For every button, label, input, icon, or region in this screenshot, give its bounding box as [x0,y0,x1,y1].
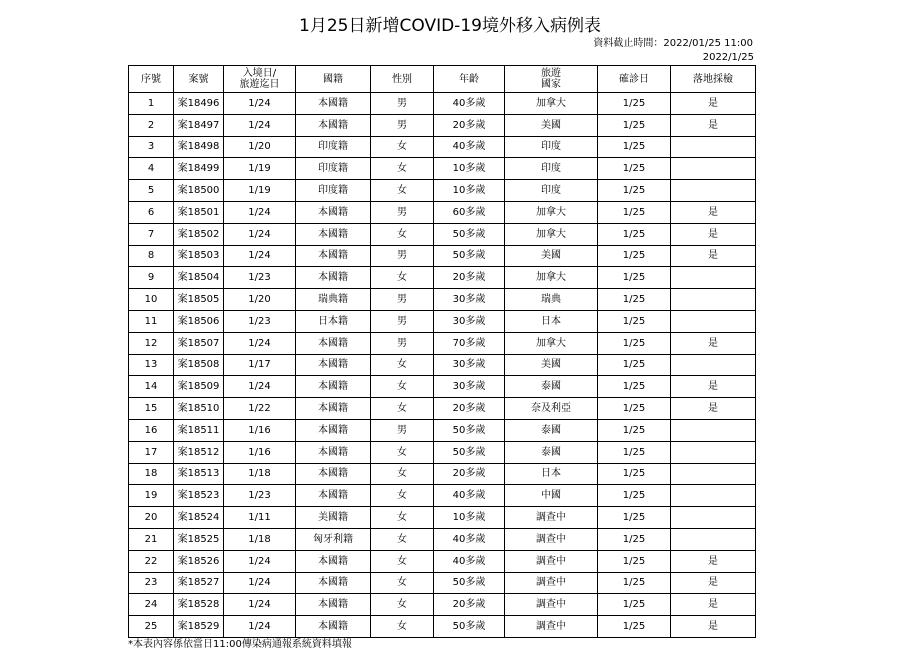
table-row [129,594,756,616]
cell-seq: 19 [129,485,174,507]
cell-entry-date: 1/23 [224,267,296,289]
cell-confirm-date: 1/25 [598,441,671,463]
header-landing-test: 落地採檢 [671,66,756,93]
cell-nationality: 美國籍 [296,507,371,529]
cell-case-id: 案18501 [174,201,224,223]
cell-travel-country: 印度 [505,136,598,158]
cell-entry-date: 1/24 [224,223,296,245]
cell-age: 50多歲 [434,616,505,638]
cell-seq: 17 [129,441,174,463]
header-nationality: 國籍 [296,66,371,93]
cell-landing-test [671,136,756,158]
cell-gender: 女 [371,158,434,180]
cell-travel-country: 加拿大 [505,267,598,289]
cell-case-id: 案18510 [174,398,224,420]
cell-seq: 5 [129,180,174,202]
cell-entry-date: 1/18 [224,463,296,485]
header-gender: 性別 [371,66,434,93]
cell-seq: 11 [129,310,174,332]
table-row [129,93,756,115]
cell-gender: 女 [371,441,434,463]
cell-travel-country: 加拿大 [505,223,598,245]
cell-entry-date: 1/11 [224,507,296,529]
cell-landing-test: 是 [671,550,756,572]
cell-nationality: 本國籍 [296,93,371,115]
table-row [129,419,756,441]
cell-gender: 女 [371,616,434,638]
cell-confirm-date: 1/25 [598,114,671,136]
cell-case-id: 案18497 [174,114,224,136]
cell-seq: 12 [129,332,174,354]
cell-travel-country: 加拿大 [505,201,598,223]
header-travel-country-line1: 旅遊 [541,68,561,79]
cell-travel-country: 調查中 [505,572,598,594]
cell-nationality: 瑞典籍 [296,289,371,311]
cell-landing-test: 是 [671,572,756,594]
table-row [129,376,756,398]
cell-gender: 男 [371,419,434,441]
cell-gender: 男 [371,245,434,267]
cell-nationality: 印度籍 [296,158,371,180]
cell-travel-country: 調查中 [505,507,598,529]
table-row [129,158,756,180]
cell-landing-test: 是 [671,93,756,115]
cell-case-id: 案18527 [174,572,224,594]
cell-age: 40多歲 [434,485,505,507]
cell-nationality: 本國籍 [296,354,371,376]
cell-entry-date: 1/24 [224,550,296,572]
cell-seq: 23 [129,572,174,594]
cell-travel-country: 調查中 [505,594,598,616]
cell-entry-date: 1/24 [224,594,296,616]
cell-landing-test: 是 [671,398,756,420]
cell-nationality: 日本籍 [296,310,371,332]
cell-confirm-date: 1/25 [598,550,671,572]
cell-confirm-date: 1/25 [598,223,671,245]
cell-entry-date: 1/24 [224,114,296,136]
cell-age: 50多歲 [434,245,505,267]
cell-nationality: 本國籍 [296,245,371,267]
cell-travel-country: 調查中 [505,550,598,572]
cell-landing-test [671,267,756,289]
table-row [129,354,756,376]
cell-age: 50多歲 [434,572,505,594]
cell-seq: 8 [129,245,174,267]
cell-travel-country: 中國 [505,485,598,507]
cell-gender: 女 [371,267,434,289]
cell-case-id: 案18528 [174,594,224,616]
cell-nationality: 本國籍 [296,419,371,441]
cell-age: 70多歲 [434,332,505,354]
cell-case-id: 案18523 [174,485,224,507]
cell-age: 10多歲 [434,180,505,202]
cell-travel-country: 日本 [505,310,598,332]
cell-case-id: 案18529 [174,616,224,638]
cell-entry-date: 1/20 [224,289,296,311]
cell-landing-test: 是 [671,223,756,245]
cell-landing-test: 是 [671,332,756,354]
cell-gender: 男 [371,310,434,332]
cell-age: 20多歲 [434,398,505,420]
cell-age: 20多歲 [434,114,505,136]
cell-seq: 2 [129,114,174,136]
cell-gender: 女 [371,180,434,202]
cell-entry-date: 1/23 [224,485,296,507]
cell-age: 30多歲 [434,310,505,332]
cell-travel-country: 泰國 [505,419,598,441]
cell-gender: 女 [371,485,434,507]
cell-entry-date: 1/24 [224,201,296,223]
cell-age: 50多歲 [434,441,505,463]
cell-confirm-date: 1/25 [598,485,671,507]
cell-confirm-date: 1/25 [598,528,671,550]
cell-age: 20多歲 [434,267,505,289]
cell-nationality: 本國籍 [296,223,371,245]
cell-case-id: 案18504 [174,267,224,289]
cell-gender: 女 [371,528,434,550]
cell-travel-country: 瑞典 [505,289,598,311]
cell-gender: 女 [371,354,434,376]
cell-case-id: 案18512 [174,441,224,463]
cell-landing-test [671,180,756,202]
cell-entry-date: 1/24 [224,376,296,398]
cell-confirm-date: 1/25 [598,419,671,441]
cell-travel-country: 美國 [505,354,598,376]
cell-seq: 21 [129,528,174,550]
cell-confirm-date: 1/25 [598,594,671,616]
cell-seq: 1 [129,93,174,115]
cell-travel-country: 印度 [505,180,598,202]
cell-age: 50多歲 [434,419,505,441]
cell-case-id: 案18503 [174,245,224,267]
table-row [129,441,756,463]
header-entry-date [224,66,296,93]
cell-entry-date: 1/16 [224,441,296,463]
cell-confirm-date: 1/25 [598,376,671,398]
cell-case-id: 案18505 [174,289,224,311]
cell-case-id: 案18525 [174,528,224,550]
cell-age: 40多歲 [434,136,505,158]
cell-landing-test [671,289,756,311]
table-row [129,267,756,289]
cell-confirm-date: 1/25 [598,572,671,594]
cell-gender: 男 [371,93,434,115]
table-row [129,332,756,354]
cell-gender: 女 [371,572,434,594]
cell-age: 40多歲 [434,93,505,115]
cell-travel-country: 美國 [505,245,598,267]
table-row [129,180,756,202]
cell-landing-test [671,507,756,529]
cell-nationality: 本國籍 [296,550,371,572]
cell-entry-date: 1/17 [224,354,296,376]
cell-gender: 男 [371,114,434,136]
cell-entry-date: 1/22 [224,398,296,420]
cell-nationality: 印度籍 [296,180,371,202]
table-row [129,528,756,550]
cell-entry-date: 1/24 [224,93,296,115]
cell-confirm-date: 1/25 [598,616,671,638]
report-date: 2022/1/25 [702,52,754,63]
data-cutoff-time: 資料截止時間：2022/01/25 11:00 [593,38,753,49]
cell-seq: 3 [129,136,174,158]
header-age: 年齡 [434,66,505,93]
cell-age: 10多歲 [434,158,505,180]
cell-confirm-date: 1/25 [598,289,671,311]
table-row [129,223,756,245]
cell-landing-test [671,463,756,485]
cell-travel-country: 泰國 [505,376,598,398]
cell-nationality: 本國籍 [296,485,371,507]
table-row [129,114,756,136]
cell-case-id: 案18526 [174,550,224,572]
cell-travel-country: 泰國 [505,441,598,463]
cell-seq: 22 [129,550,174,572]
cell-case-id: 案18502 [174,223,224,245]
cell-confirm-date: 1/25 [598,158,671,180]
cell-age: 40多歲 [434,550,505,572]
cell-landing-test: 是 [671,114,756,136]
cell-confirm-date: 1/25 [598,354,671,376]
cell-gender: 男 [371,289,434,311]
cell-nationality: 本國籍 [296,201,371,223]
table-header-row [129,66,756,93]
cell-confirm-date: 1/25 [598,332,671,354]
header-travel-country-line2: 國家 [541,79,561,90]
cell-gender: 女 [371,550,434,572]
cell-travel-country: 日本 [505,463,598,485]
cell-confirm-date: 1/25 [598,201,671,223]
cell-age: 20多歲 [434,463,505,485]
cell-gender: 女 [371,398,434,420]
cell-age: 10多歲 [434,507,505,529]
cell-confirm-date: 1/25 [598,398,671,420]
header-entry-date-line1: 入境日/ [242,68,277,79]
cell-travel-country: 調查中 [505,528,598,550]
cell-age: 30多歲 [434,376,505,398]
cell-gender: 女 [371,136,434,158]
cell-seq: 25 [129,616,174,638]
cell-travel-country: 加拿大 [505,93,598,115]
cell-landing-test: 是 [671,376,756,398]
table-row [129,136,756,158]
table-row [129,289,756,311]
cell-entry-date: 1/18 [224,528,296,550]
cell-nationality: 本國籍 [296,594,371,616]
cell-landing-test [671,528,756,550]
cell-confirm-date: 1/25 [598,267,671,289]
cell-travel-country: 調查中 [505,616,598,638]
table-row [129,201,756,223]
cell-entry-date: 1/24 [224,616,296,638]
cell-landing-test: 是 [671,201,756,223]
page-title: 1月25日新增COVID-19境外移入病例表 [299,16,601,36]
cell-seq: 10 [129,289,174,311]
table-row [129,507,756,529]
cell-nationality: 本國籍 [296,332,371,354]
table-row [129,550,756,572]
cell-nationality: 本國籍 [296,463,371,485]
cell-landing-test [671,310,756,332]
cell-nationality: 本國籍 [296,114,371,136]
cell-seq: 14 [129,376,174,398]
cell-landing-test [671,158,756,180]
cell-gender: 女 [371,223,434,245]
case-table-body [129,93,756,638]
cell-case-id: 案18506 [174,310,224,332]
cell-landing-test [671,419,756,441]
cell-case-id: 案18524 [174,507,224,529]
cell-travel-country: 印度 [505,158,598,180]
cell-gender: 女 [371,594,434,616]
header-seq: 序號 [129,66,174,93]
cell-travel-country: 美國 [505,114,598,136]
cell-confirm-date: 1/25 [598,180,671,202]
cell-gender: 女 [371,376,434,398]
cell-entry-date: 1/23 [224,310,296,332]
cell-gender: 女 [371,463,434,485]
header-case: 案號 [174,66,224,93]
cell-confirm-date: 1/25 [598,245,671,267]
cell-age: 60多歲 [434,201,505,223]
cell-entry-date: 1/24 [224,245,296,267]
cell-case-id: 案18511 [174,419,224,441]
cell-entry-date: 1/19 [224,158,296,180]
cell-confirm-date: 1/25 [598,310,671,332]
cell-age: 30多歲 [434,354,505,376]
cell-seq: 13 [129,354,174,376]
cell-seq: 9 [129,267,174,289]
cell-nationality: 本國籍 [296,376,371,398]
cell-entry-date: 1/24 [224,332,296,354]
header-entry-date-line2: 旅遊迄日 [239,79,280,90]
cell-seq: 16 [129,419,174,441]
cell-entry-date: 1/16 [224,419,296,441]
cell-confirm-date: 1/25 [598,93,671,115]
cell-nationality: 匈牙利籍 [296,528,371,550]
cell-case-id: 案18496 [174,93,224,115]
cell-entry-date: 1/19 [224,180,296,202]
table-row [129,310,756,332]
cell-landing-test: 是 [671,616,756,638]
cell-landing-test [671,485,756,507]
cell-case-id: 案18509 [174,376,224,398]
table-row [129,463,756,485]
cell-travel-country: 加拿大 [505,332,598,354]
table-row [129,485,756,507]
cell-seq: 4 [129,158,174,180]
cell-age: 20多歲 [434,594,505,616]
header-confirm-date: 確診日 [598,66,671,93]
cell-landing-test [671,441,756,463]
cell-nationality: 本國籍 [296,267,371,289]
cell-seq: 18 [129,463,174,485]
cell-nationality: 本國籍 [296,616,371,638]
header-travel-country [505,66,598,93]
cell-nationality: 印度籍 [296,136,371,158]
cell-landing-test: 是 [671,245,756,267]
cell-entry-date: 1/20 [224,136,296,158]
cell-case-id: 案18513 [174,463,224,485]
cell-case-id: 案18507 [174,332,224,354]
footnote: *本表內容係依當日11:00傳染病通報系統資料填報 [128,639,352,650]
cell-nationality: 本國籍 [296,441,371,463]
case-table [128,65,756,638]
cell-entry-date: 1/24 [224,572,296,594]
cell-seq: 20 [129,507,174,529]
cell-nationality: 本國籍 [296,572,371,594]
table-row [129,398,756,420]
cell-seq: 24 [129,594,174,616]
cell-age: 40多歲 [434,528,505,550]
cell-age: 50多歲 [434,223,505,245]
cell-confirm-date: 1/25 [598,136,671,158]
cell-gender: 男 [371,201,434,223]
table-row [129,616,756,638]
cell-confirm-date: 1/25 [598,463,671,485]
cell-case-id: 案18500 [174,180,224,202]
cell-confirm-date: 1/25 [598,507,671,529]
cell-travel-country: 奈及利亞 [505,398,598,420]
cell-gender: 男 [371,332,434,354]
cell-nationality: 本國籍 [296,398,371,420]
table-row [129,245,756,267]
cell-seq: 7 [129,223,174,245]
cell-case-id: 案18499 [174,158,224,180]
cell-gender: 女 [371,507,434,529]
cell-age: 30多歲 [434,289,505,311]
cell-landing-test [671,354,756,376]
table-row [129,572,756,594]
cell-landing-test: 是 [671,594,756,616]
cell-case-id: 案18508 [174,354,224,376]
cell-case-id: 案18498 [174,136,224,158]
cell-seq: 15 [129,398,174,420]
cell-seq: 6 [129,201,174,223]
